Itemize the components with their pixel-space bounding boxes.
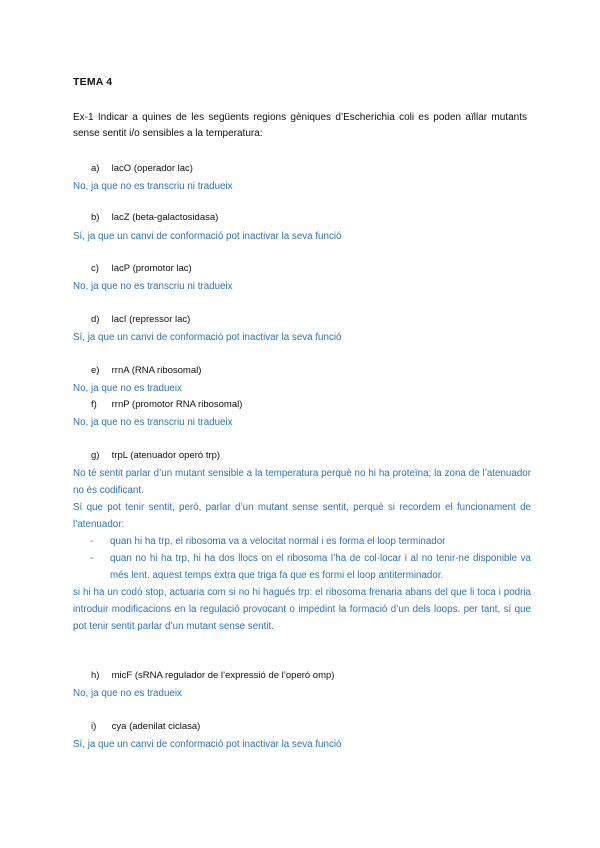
- question-g: [91, 450, 220, 461]
- question-label: b): [91, 212, 100, 223]
- answer-b: Sí, ja que un canvi de conformació pot inactivar la seva funció: [73, 231, 342, 242]
- question-label: a): [91, 163, 100, 174]
- question-label: f): [91, 399, 97, 410]
- question-text: lacP (promotor lac): [111, 263, 192, 274]
- question-h: [91, 670, 334, 681]
- question-label: c): [91, 263, 99, 274]
- question-e: [91, 365, 201, 376]
- question-text: trpL (atenuador operó trp): [111, 450, 221, 461]
- answer-i: Sí, ja que un canvi de conformació pot inactivar la seva funció: [73, 739, 342, 750]
- question-text: lacI (repressor lac): [111, 314, 191, 325]
- question-label: g): [91, 450, 100, 461]
- answer-f: No, ja que no es transcriu ni tradueix: [73, 417, 233, 428]
- question-text: micF (sRNA regulador de l’expressió de l’operó omp): [111, 670, 335, 681]
- question-text: rrnA (RNA ribosomal): [111, 365, 202, 376]
- question-text: lacO (operador lac): [111, 163, 193, 174]
- page-title: TEMA 4: [73, 76, 113, 88]
- answer-h: No, ja que no es tradueix: [73, 688, 182, 699]
- answer-paragraph: No té sentit parlar d’un mutant sensible a la temperatura perquè no hi ha proteïna; la zona de l’atenuador no és codificant.: [73, 468, 531, 496]
- question-label: d): [91, 314, 100, 325]
- question-label: i): [91, 721, 97, 732]
- answer-g: [73, 465, 531, 635]
- question-f: [91, 399, 242, 410]
- list-item: - quan hi ha trp, el ribosoma va a velocitat normal i es forma el loop terminador: [73, 533, 531, 550]
- question-label: e): [91, 365, 100, 376]
- question-text: rrnP (promotor RNA ribosomal): [111, 399, 243, 410]
- question-text: lacZ (beta-galactosidasa): [111, 212, 219, 223]
- list-item: - quan no hi ha trp, hi ha dos llocs on el ribosoma l’ha de col·locar i al no tenir-ne disponible va més lent. aquest temps extra que triga fa que es formi el loop antiterminador.: [73, 550, 531, 584]
- question-text: cya (adenilat ciclasa): [111, 721, 201, 732]
- question-c: [91, 263, 192, 274]
- answer-d: Sí, ja que un canvi de conformació pot inactivar la seva funció: [73, 332, 342, 343]
- question-d: [91, 314, 190, 325]
- exercise-statement: Ex-1 Indicar a quines de les següents regions gèniques d’Escherichia coli es poden aïllar mutants sense sentit i/o sensibles a la temperatura:: [73, 112, 527, 139]
- question-a: [91, 163, 193, 174]
- answer-e: No, ja que no es tradueix: [73, 383, 182, 394]
- answer-a: No, ja que no es transcriu ni tradueix: [73, 181, 233, 192]
- answer-paragraph: Sí que pot tenir sentit, però, parlar d’un mutant sense sentit, perquè si recordem el funcionament de l’atenuador:: [73, 502, 531, 530]
- answer-c: No, ja que no es transcriu ni tradueix: [73, 281, 233, 292]
- bullet-list: [73, 533, 531, 584]
- question-label: h): [91, 670, 100, 681]
- question-i: [91, 721, 200, 732]
- question-b: [91, 212, 218, 223]
- answer-paragraph: si hi ha un codó stop, actuaria com si no hi hagués trp: el ribosoma frenaria abans del que li toca i podria introduir modificacions en la regulació provocant o impedint la formació d’un dels loops. per tant, sí que pot tenir sentit parlar d’un mutant sense sentit.: [73, 587, 531, 632]
